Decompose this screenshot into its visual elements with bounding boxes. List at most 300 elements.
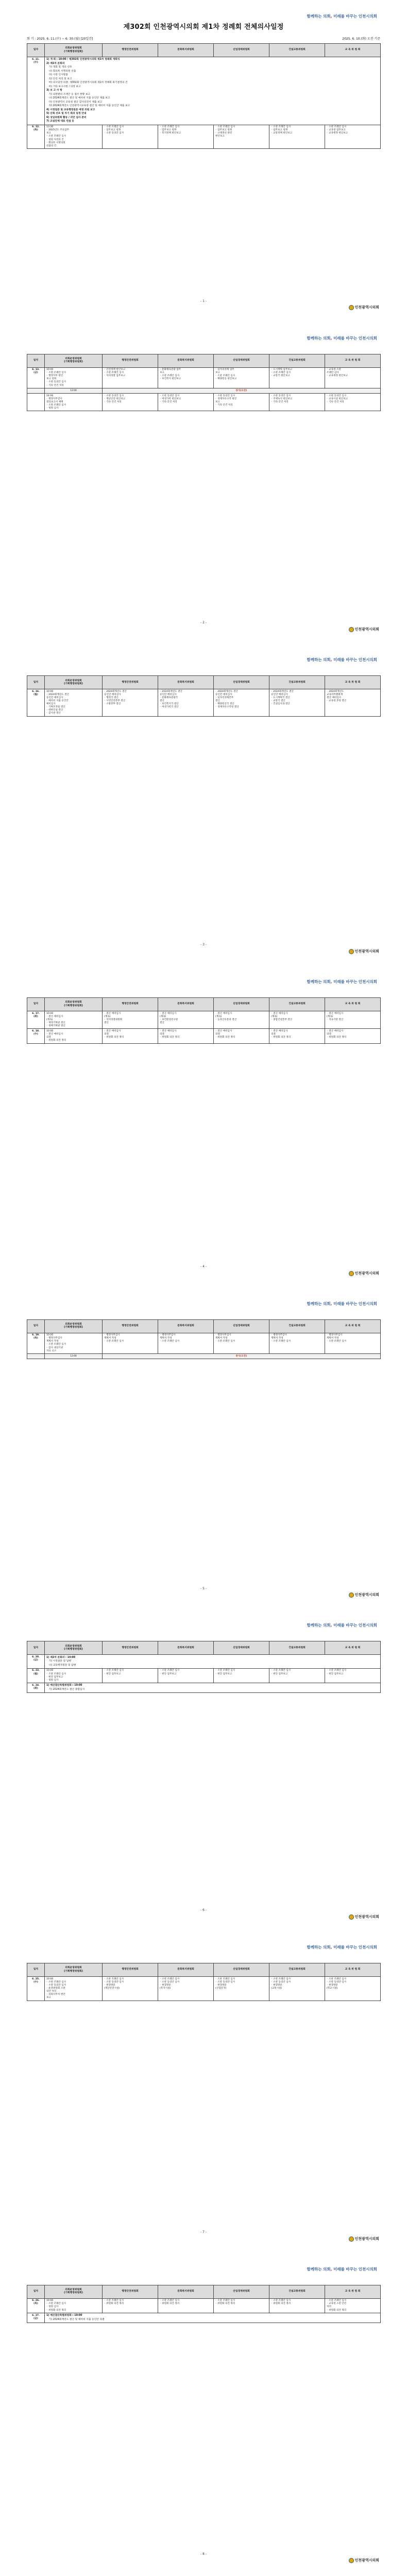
lunch-break: 중식(오찬) <box>103 1354 381 1359</box>
header-row <box>27 2285 381 2298</box>
committee-cell <box>325 1668 381 1683</box>
column-header: 일자 <box>27 2285 45 2298</box>
council-logo <box>349 1271 379 1276</box>
committee-cell <box>158 2298 214 2313</box>
committee-agenda: ◦ 결산 예비심사 (계속) ◦ 종합건설본부 결산 <box>271 1012 293 1021</box>
column-header: 교 육 위 원 회 <box>325 1963 381 1977</box>
time-label: 10:00 <box>46 1334 54 1337</box>
column-header: 행정안전위원회 <box>103 354 158 367</box>
committee-cell <box>269 1668 325 1683</box>
header-row <box>27 1641 381 1655</box>
schedule-table-wrap <box>27 675 380 717</box>
schedule-table <box>27 997 381 1044</box>
plenary-agenda-cell <box>45 1655 381 1669</box>
slogan <box>307 979 378 985</box>
council-emblem-icon <box>349 2558 354 2563</box>
schedule-table-wrap <box>27 2285 380 2323</box>
committee-cell <box>158 1029 214 1043</box>
committee-agenda: ◦ 소관 조례안 심사 ◦ 업무보고 청취 ◦ 소관 동의안 심사 <box>104 126 124 135</box>
committee-cell <box>158 1333 214 1353</box>
session-period: 회 기 : 2025. 6. 11.(수) ~ 6. 30.(월) [20일간] <box>27 37 93 41</box>
committee-agenda: ◦ 행정사무감사 계획서 작성 ◦ 소관 조례안 심사 <box>215 1334 235 1343</box>
schedule-row <box>27 689 381 717</box>
page-number: - 2 - <box>200 621 207 625</box>
committee-cell <box>214 1011 269 1029</box>
document-page <box>0 2253 407 2575</box>
column-header: 행정안전위원회 <box>103 2285 158 2298</box>
committee-agenda: ◦ 소관 조례안 심사 ◦ 소관 동의안 심사 ◦ 현장방문 (학교시설) <box>327 1977 347 1990</box>
lunch-break: 중식(오찬) <box>103 388 381 394</box>
slogan <box>307 657 378 663</box>
council-logo <box>349 949 379 954</box>
committee-agenda: ◦ 2024회계연도 결산 승인안 예비심사 ◦ 일자리경제본부 결산 ◦ 해양항공국 결산 ◦ 경제자유구역청 결산 <box>215 690 239 709</box>
committee-cell <box>214 1333 269 1353</box>
committee-agenda: ◦ 결산 예비심사 (계속) ◦ 농축산유통과 결산 <box>215 1012 237 1021</box>
page-number: - 4 - <box>200 1264 207 1268</box>
document-page <box>0 965 407 1287</box>
agenda-line: 라) 2024회계연도 인천광역시교육청 결산 및 예비비 지출 승인안 제출 보고 <box>46 105 130 108</box>
committee-cell <box>325 367 381 388</box>
committee-agenda: ◦ 결산 예비심사 의결 ◦ 위원회 의견 정리 <box>327 1029 347 1039</box>
column-header: 산업경제위원회 <box>214 44 269 57</box>
date-cell: 6. 17. (화) <box>27 1011 45 1029</box>
committee-agenda: ◦ 결산 예비심사 의결 ◦ 위원회 의견 정리 <box>215 1029 235 1039</box>
council-emblem-icon <box>349 1271 354 1276</box>
schedule-table-wrap <box>27 354 380 412</box>
column-header: 건설교통위원회 <box>269 676 325 689</box>
schedule-table <box>27 354 381 412</box>
committee-agenda: ◦ 일자리경제 업무 보고 ◦ 소관 조례안 심사 ◦ 해양항공 현안보고 <box>215 368 237 381</box>
column-header: 교 육 위 원 회 <box>325 354 381 367</box>
date-cell: 6. 23. (월) <box>27 1668 45 1683</box>
schedule-table <box>27 2285 381 2323</box>
date-cell: 6. 11. (수) <box>27 57 45 125</box>
date-cell: 6. 20. (금) <box>27 1655 45 1669</box>
header-row <box>27 1963 381 1977</box>
slogan-right: 미래를 바꾸는 인천시의회 <box>333 657 377 663</box>
page-number: - 5 - <box>200 1586 207 1590</box>
agenda-line: 7) 교섭단체 대표 연설 등 <box>46 120 74 123</box>
committee-agenda: ◦ 소관 동의안 심사 ◦ 경제자유구역 현안 보고 ◦ 기타 안건 처리 <box>215 394 237 406</box>
committee-agenda: ◦ 교육청 소관 조례안 심사 ◦ 교육재정 현안보고 <box>327 368 348 378</box>
column-header: 산업경제위원회 <box>214 1319 269 1333</box>
page-number: - 6 - <box>200 1908 207 1912</box>
header-row <box>27 354 381 367</box>
time-label: 10:00 <box>46 1669 54 1672</box>
session-meta <box>27 37 380 41</box>
schedule-table-wrap <box>27 1641 380 1693</box>
council-emblem-icon <box>349 627 354 632</box>
council-name: 인천광역시의회 <box>354 1914 379 1919</box>
slogan-right: 미래를 바꾸는 인천시의회 <box>333 14 377 19</box>
slogan <box>307 1623 378 1628</box>
council-logo <box>349 2236 379 2242</box>
time-label: 14:00 <box>46 394 54 397</box>
plenary-agenda-cell <box>45 1683 381 1693</box>
committee-agenda: ◦ 소관 조례안 심사 ◦ 소관 동의안 심사 ◦ 현장방문 (복지시설) <box>160 1977 180 1990</box>
committee-cell <box>214 125 269 148</box>
committee-cell <box>214 1977 269 2001</box>
committee-cell <box>325 1011 381 1029</box>
committee-agenda: ◦ 소관 조례안 심사 ◦ 교육청 소관 안건 처리 ◦ 위원회 의견 정리 <box>327 2299 347 2312</box>
header-row <box>27 44 381 57</box>
column-header: 건설교통위원회 <box>269 44 325 57</box>
committee-cell <box>269 125 325 148</box>
document-page <box>0 322 407 644</box>
committee-cell <box>325 1977 381 2001</box>
council-logo <box>349 2558 379 2563</box>
column-header: 일자 <box>27 998 45 1011</box>
column-header: 건설교통위원회 <box>269 1319 325 1333</box>
slogan-separator: , <box>330 335 332 341</box>
schedule-row <box>27 367 381 388</box>
council-name: 인천광역시의회 <box>354 1592 379 1597</box>
committee-cell <box>45 1668 103 1683</box>
slogan-separator: , <box>330 979 332 985</box>
committee-agenda: ◦ 결산 예비심사 (계속) ◦ 자치경찰위원회 결산 <box>104 1012 123 1024</box>
agenda-line: 1) 제2차 본회의 : 14:00 <box>46 1656 75 1659</box>
committee-cell <box>103 1668 158 1683</box>
committee-cell <box>269 1333 325 1353</box>
agenda-line: 나) 2024회계연도 결산 및 예비비 지출 승인안 제출 보고 <box>46 97 110 100</box>
committee-agenda: ◦ 소관 조례안 심사 ◦ 위원회 의견 정리 <box>160 2299 180 2306</box>
council-logo <box>349 627 379 632</box>
date-cell: 6. 12. (목) <box>27 125 45 148</box>
header-row <box>27 998 381 1011</box>
committee-agenda: ◦ 2024회계연도 결산 승인안 예비심사 ◦ 행정국 결산 ◦ 시민안전본부 결산 ◦ 소방본부 결산 <box>104 690 127 706</box>
committee-cell <box>269 1011 325 1029</box>
schedule-row <box>27 1683 381 1693</box>
committee-cell <box>158 1977 214 2001</box>
committee-cell <box>103 2298 158 2313</box>
committee-agenda: ◦ 결산 예비심사 의결 ◦ 위원회 의견 정리 <box>160 1029 180 1039</box>
committee-cell <box>45 367 103 388</box>
committee-cell <box>325 394 381 411</box>
time-label: 10:00 <box>46 368 54 371</box>
council-emblem-icon <box>349 949 354 954</box>
column-header: 행정안전위원회 <box>103 1641 158 1655</box>
plenary-agenda-cell <box>45 2313 381 2323</box>
committee-cell <box>158 689 214 717</box>
slogan-separator: , <box>330 657 332 663</box>
committee-cell <box>214 2298 269 2313</box>
column-header: 의회운영위원회 (기획행정위원회) <box>45 998 103 1011</box>
column-header: 행정안전위원회 <box>103 676 158 689</box>
column-header: 산업경제위원회 <box>214 998 269 1011</box>
committee-cell <box>325 125 381 148</box>
schedule-row <box>27 125 381 148</box>
slogan-right: 미래를 바꾸는 인천시의회 <box>333 979 377 985</box>
committee-agenda: ◦ 결산 예비심사 의결 ◦ 위원회 의견 정리 <box>46 1032 66 1042</box>
column-header: 문화복지위원회 <box>158 2285 214 2298</box>
committee-agenda: ◦ 소관 조례안 심사 ◦ 현안 업무보고 <box>215 1669 235 1675</box>
slogan-right: 미래를 바꾸는 인천시의회 <box>333 335 377 341</box>
schedule-row <box>27 394 381 411</box>
committee-agenda: ◦ 소관 조례안 심사 ◦ 소관 동의안 심사 ◦ 운영위원회 소관 의안 처리 ◦ 의회사무처 현안 보고 <box>46 1980 66 1999</box>
schedule-row <box>27 57 381 125</box>
council-name: 인천광역시의회 <box>354 305 379 310</box>
schedule-row <box>27 1333 381 1353</box>
slogan <box>307 14 378 19</box>
committee-agenda: ◦ 결산 예비심사 의결 ◦ 위원회 의견 정리 <box>271 1029 291 1039</box>
committee-cell <box>103 125 158 148</box>
committee-agenda: ◦ 안전정책 현안보고 ◦ 소관 조례안 심사 ◦ 자치경찰 업무보고 <box>104 368 126 378</box>
agenda-line: 가) 시정질문 및 답변 <box>46 1660 72 1663</box>
column-header: 교 육 위 원 회 <box>325 998 381 1011</box>
council-emblem-icon <box>349 2236 354 2242</box>
date-cell: 6. 16. (월) <box>27 689 45 717</box>
committee-cell <box>325 1333 381 1353</box>
committee-agenda: ◦ 소관 조례안 심사 ◦ 위원회 의견 정리 <box>271 2299 291 2306</box>
agenda-line: 다) 시장 인사말씀 <box>46 74 68 77</box>
page-number: - 1 - <box>200 299 207 303</box>
schedule-row <box>27 1668 381 1683</box>
committee-cell <box>325 689 381 717</box>
column-header: 산업경제위원회 <box>214 676 269 689</box>
column-header: 의회운영위원회 (기획행정위원회) <box>45 1641 103 1655</box>
committee-agenda: ◦ 소관 조례안 심사 ◦ 업무보고 청취 ◦ 교통정책 현안보고 <box>271 126 293 135</box>
committee-agenda: ◦ 행정사무감사 계획서 작성 ◦ 소관 조례안 심사 ◦ 감사 대상기관 자료 요구 <box>46 1337 66 1352</box>
agenda-line: 6) 상임위원회 활동 / 의안 심사 준비 <box>46 116 87 119</box>
committee-agenda: ◦ 소관 조례안 심사 ◦ 위원회 의견 정리 <box>104 2299 124 2306</box>
column-header: 의회운영위원회 (기획행정위원회) <box>45 2285 103 2298</box>
committee-agenda: ◦ 행정사무감사 계획서 작성 ◦ 소관 조례안 심사 <box>327 1334 347 1343</box>
committee-cell <box>214 394 269 411</box>
column-header: 일자 <box>27 44 45 57</box>
date-cell <box>27 394 45 411</box>
slogan <box>307 2267 378 2272</box>
council-emblem-icon <box>349 305 354 310</box>
committee-agenda: ◦ 행정사무감사 계획서 작성 ◦ 소관 조례안 심사 <box>104 1334 124 1343</box>
date-cell: 6. 26. (목) <box>27 2298 45 2313</box>
committee-cell <box>45 1977 103 2001</box>
date-cell <box>27 388 45 394</box>
column-header: 교 육 위 원 회 <box>325 2285 381 2298</box>
date-cell: 6. 27. (금) <box>27 2313 45 2323</box>
committee-agenda: ◦ 소관 동의안 심사 ◦ 주택녹지 현안보고 ◦ 기타 안건 처리 <box>271 394 293 403</box>
column-header: 행정안전위원회 <box>103 998 158 1011</box>
agenda-line: 나) 회의록 서명의원 선출 <box>46 70 76 73</box>
committee-cell <box>269 2298 325 2313</box>
committee-cell <box>103 1011 158 1029</box>
column-header: 의회운영위원회 (기획행정위원회) <box>45 676 103 689</box>
schedule-row <box>27 1655 381 1669</box>
schedule-row <box>27 1011 381 1029</box>
slogan-left: 함께하는 의회 <box>307 657 331 663</box>
committee-cell <box>103 1977 158 2001</box>
agenda-line: 가) 2024회계연도 결산 및 예비비 지출 승인안 의결 <box>46 2318 105 2321</box>
agenda-line: 다) 인천광역시 교육청 결산 검사의견서 제출 보고 <box>46 100 103 104</box>
committee-cell <box>45 1333 103 1353</box>
committee-agenda: ◦ 결산 예비심사 (계속) ◦ 재정기획관 결산 ◦ 정책기획관 결산 <box>46 1015 65 1027</box>
column-header: 산업경제위원회 <box>214 354 269 367</box>
column-header: 의회운영위원회 (기획행정위원회) <box>45 1963 103 1977</box>
committee-agenda: ◦ 행정사무감사 계획서 작성 ◦ 소관 조례안 심사 <box>271 1334 291 1343</box>
committee-cell <box>269 367 325 388</box>
committee-agenda: ◦ 2024회계연도 결산 승인안 예비심사 ◦ 문화체육관광국 결산 ◦ 보건복지국 결산 ◦ 여성가족국 결산 <box>160 690 182 709</box>
committee-agenda: ◦ 도시계획 업무보고 ◦ 소관 조례안 심사 ◦ 교통국 현안보고 <box>271 368 293 378</box>
committee-agenda: ◦ 소관 동의안 심사 ◦ 여성가족 현안보고 ◦ 기타 안건 처리 <box>160 394 181 403</box>
committee-cell <box>103 689 158 717</box>
council-logo <box>349 1592 379 1598</box>
agenda-line: 1) 개 회 : 10:00 / 제302회 인천광역시의회 제1차 정례회 개회식 <box>46 58 120 61</box>
committee-cell <box>158 125 214 148</box>
agenda-line: 3) 보 고 사 항 <box>46 89 62 92</box>
committee-agenda: ◦ 소관 조례안 심사 ◦ 교육청 업무보고 ◦ 교육행정 현안보고 <box>327 126 348 135</box>
schedule-table <box>27 43 381 149</box>
time-label: 13:30 <box>46 126 54 129</box>
column-header: 문화복지위원회 <box>158 676 214 689</box>
date-cell <box>27 1354 45 1359</box>
time-label: 10:00 <box>46 2299 54 2302</box>
committee-agenda: ◦ 소관 조례안 심사 ◦ 현안 업무보고 <box>327 1669 347 1675</box>
council-emblem-icon <box>349 1592 354 1598</box>
committee-cell <box>269 394 325 411</box>
committee-cell <box>45 2298 103 2313</box>
committee-cell <box>214 1029 269 1043</box>
column-header: 일자 <box>27 354 45 367</box>
council-logo <box>349 1914 379 1920</box>
page-number: - 3 - <box>200 943 207 947</box>
time-label: 10:00 <box>46 1029 54 1032</box>
committee-agenda: ◦ 결산 예비심사 (계속) ◦ 보건환경연구원 결산 <box>160 1012 178 1024</box>
column-header: 행정안전위원회 <box>103 1963 158 1977</box>
committee-agenda: ◦ 행정사무감사 계획서 작성 ◦ 소관 조례안 심사 <box>160 1334 180 1343</box>
committee-agenda: ◦ 소관 조례안 심사 ◦ 위원회 의견 정리 <box>215 2299 235 2306</box>
agenda-line: 마) 의사일정 의결: 제302회 인천광역시의회 제1차 정례회 회기결정의 건 <box>46 81 128 84</box>
agenda-line: 나) 교육행정질문 및 답변 <box>46 1664 76 1667</box>
committee-agenda: ◦ 소관 조례안 심사 ◦ 행정사무 현안 보고 청취 ◦ 소관 동의안 심사 ◦ 기타 안건 처리 <box>46 371 66 387</box>
committee-agenda: ◦ 소관 조례안 심사 ◦ 업무보고 청취 ◦ 규제개선 관련 현안보고 <box>215 126 235 138</box>
time-cell: 12:00 <box>45 1354 103 1359</box>
column-header: 산업경제위원회 <box>214 2285 269 2298</box>
time-label: 10:00 <box>46 690 54 693</box>
committee-agenda: ◦ 문화체육관광 업무 보고 ◦ 소관 조례안 심사 ◦ 보건복지 현안보고 <box>160 368 181 381</box>
slogan-separator: , <box>330 1945 332 1950</box>
lunch-row <box>27 388 381 394</box>
committee-cell <box>214 367 269 388</box>
council-name: 인천광역시의회 <box>354 1270 379 1275</box>
council-name: 인천광역시의회 <box>354 949 379 954</box>
column-header: 행정안전위원회 <box>103 1319 158 1333</box>
schedule-row <box>27 2313 381 2323</box>
schedule-row <box>27 2298 381 2313</box>
schedule-table <box>27 675 381 717</box>
column-header: 교 육 위 원 회 <box>325 44 381 57</box>
committee-agenda: ◦ 소관 조례안 심사 ◦ 현안 업무보고 <box>104 1669 124 1675</box>
council-name: 인천광역시의회 <box>354 627 379 632</box>
committee-agenda: ◦ 소관 조례안 심사 ◦ 소관 동의안 심사 ◦ 현장방문 (산업단지) <box>215 1977 235 1990</box>
column-header: 산업경제위원회 <box>214 1963 269 1977</box>
schedule-table <box>27 1319 381 1359</box>
document-page <box>0 0 407 322</box>
date-cell: 6. 13. (금) <box>27 367 45 388</box>
committee-cell <box>103 394 158 411</box>
column-header: 의회운영위원회 (기획행정위원회) <box>45 44 103 57</box>
schedule-table-wrap <box>27 1319 380 1359</box>
page-title: 제302회 인천광역시의회 제1차 정례회 전체의사일정 <box>123 23 284 31</box>
committee-cell <box>45 1011 103 1029</box>
schedule-table-wrap <box>27 1963 380 2001</box>
page-number: - 7 - <box>200 2230 207 2234</box>
committee-cell <box>158 394 214 411</box>
slogan-right: 미래를 바꾸는 인천시의회 <box>333 1623 377 1628</box>
column-header: 의회운영위원회 (기획행정위원회) <box>45 354 103 367</box>
slogan <box>307 1301 378 1307</box>
column-header: 교 육 위 원 회 <box>325 676 381 689</box>
committee-cell <box>158 1668 214 1683</box>
committee-cell <box>325 1029 381 1043</box>
column-header: 건설교통위원회 <box>269 1641 325 1655</box>
schedule-row <box>27 1029 381 1043</box>
slogan-left: 함께하는 의회 <box>307 1623 331 1628</box>
committee-agenda: ◦ 소관 조례안 심사 ◦ 현안 업무보고 <box>160 1669 180 1675</box>
committee-cell <box>158 367 214 388</box>
schedule-row <box>27 1977 381 2001</box>
council-logo <box>349 305 379 310</box>
slogan-right: 미래를 바꾸는 인천시의회 <box>333 1945 377 1950</box>
column-header: 교 육 위 원 회 <box>325 1641 381 1655</box>
committee-agenda: ◦ 결산 예비심사 (계속) ◦ 직속기관 결산 <box>327 1012 344 1021</box>
column-header: 문화복지위원회 <box>158 1641 214 1655</box>
agenda-line: 1) 예산결산특별위원회 : 10:00 <box>46 2314 82 2317</box>
page-number: - 8 - <box>200 2552 207 2556</box>
committee-agenda: ◦ 소관 조례안 심사 ◦ 소관 동의안 심사 ◦ 현장방문 (교통시설) <box>271 1977 291 1990</box>
date-cell: 6. 24. (화) <box>27 1683 45 1693</box>
column-header: 의회운영위원회 (기획행정위원회) <box>45 1319 103 1333</box>
time-cell: 12:00 <box>45 388 103 394</box>
header-row <box>27 676 381 689</box>
slogan <box>307 1945 378 1950</box>
date-cell: 6. 25. (수) <box>27 1977 45 2001</box>
committee-cell <box>45 394 103 411</box>
committee-cell <box>158 1011 214 1029</box>
committee-agenda: ◦ 2024회계연도 결산 승인안 예비심사 ◦ 도시계획국 결산 ◦ 교통국 결산 ◦ 건설심사과 결산 <box>271 690 294 706</box>
schedule-table-wrap <box>27 43 380 149</box>
slogan-left: 함께하는 의회 <box>307 335 331 341</box>
slogan-right: 미래를 바꾸는 인천시의회 <box>333 1301 377 1306</box>
slogan-left: 함께하는 의회 <box>307 979 331 985</box>
column-header: 교 육 위 원 회 <box>325 1319 381 1333</box>
committee-cell <box>269 1029 325 1043</box>
committee-agenda: ◦ 행정사무감사 결과보고서 채택 ◦ 소관 조례안 심사 ◦ 청원 심사 <box>46 397 66 410</box>
committee-agenda: ◦ 소관 조례안 심사 ◦ 청원 심사 ◦ 위원회 의견 정리 <box>46 2302 66 2312</box>
committee-cell <box>214 689 269 717</box>
committee-agenda: ◦ 2024회계연도 결산 승인안 예비심사 ◦ 예비비 지출 승인안 예비심사 ◦ 기획조정실 결산 ◦ 대변인실 결산 ◦ 감사관 결산 <box>46 693 69 715</box>
column-header: 행정안전위원회 <box>103 44 158 57</box>
committee-agenda: ◦ 소관 동의안 심사 ◦ 재난안전 현안보고 ◦ 기타 안건 처리 <box>104 394 126 403</box>
committee-cell <box>103 1333 158 1353</box>
committee-agenda: ◦ 소관 조례안 심사 ◦ 소관 동의안 심사 ◦ 현장방문 (재난안전시설) <box>104 1977 124 1990</box>
committee-cell <box>45 125 103 148</box>
slogan-separator: , <box>330 1301 332 1306</box>
time-label: 10:00 <box>46 1012 54 1015</box>
slogan-left: 함께하는 의회 <box>307 2266 331 2272</box>
agenda-line: 가) 의원발의 조례안 등 접수 현황 보고 <box>46 93 91 96</box>
schedule-table <box>27 1963 381 2001</box>
lunch-row <box>27 1354 381 1359</box>
agenda-line: 가) 개회 및 개의 선포 <box>46 66 72 69</box>
committee-agenda: ◦ 소관 조례안 심사 ◦ 현안 업무보고 ◦ 청원 심사 <box>46 1672 66 1682</box>
committee-agenda: ◦ 소관 동의안 심사 ◦ 교육시설 현안보고 ◦ 기타 안건 처리 <box>327 394 348 403</box>
agenda-line: 5) 산회 선포 및 차기 회의 일정 안내 <box>46 112 87 115</box>
column-header: 건설교통위원회 <box>269 2285 325 2298</box>
committee-cell <box>214 1668 269 1683</box>
column-header: 일자 <box>27 1963 45 1977</box>
date-cell: 6. 18. (수) <box>27 1029 45 1043</box>
committee-agenda: ◦ 결산 예비심사 의결 ◦ 위원회 의견 정리 <box>104 1029 124 1039</box>
plenary-agenda-cell <box>45 57 381 125</box>
